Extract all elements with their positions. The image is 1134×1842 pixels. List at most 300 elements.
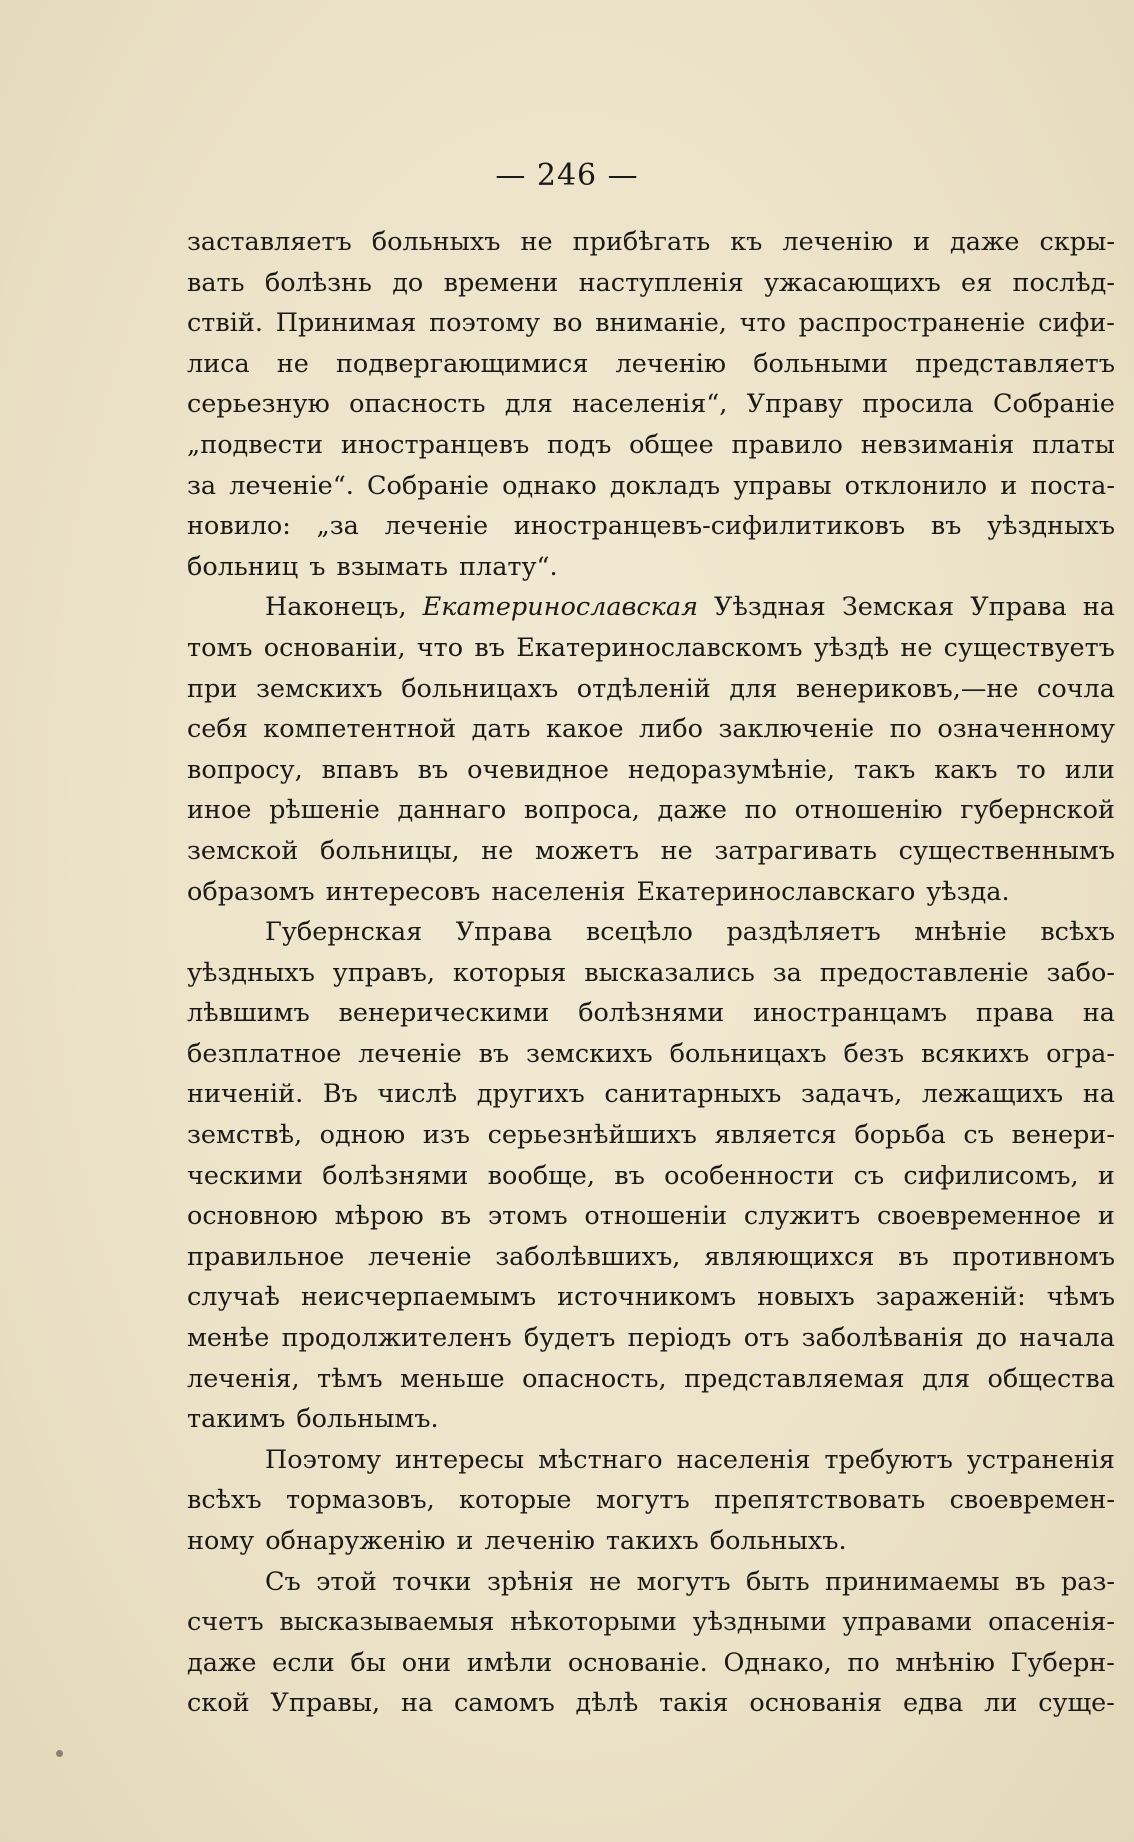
word: новило: bbox=[187, 511, 291, 542]
word: санитарныхъ bbox=[604, 1079, 782, 1110]
word: заставляетъ bbox=[187, 227, 352, 257]
word: съ bbox=[853, 1160, 885, 1191]
word: уѣздныхъ bbox=[187, 957, 315, 988]
word: въ bbox=[930, 511, 962, 542]
word: впавъ bbox=[321, 754, 399, 785]
word: всецѣло bbox=[585, 917, 693, 948]
word: болѣзнями bbox=[322, 1160, 469, 1191]
text-line bbox=[187, 1440, 1115, 1481]
word: за bbox=[187, 470, 217, 501]
word: продолжителенъ bbox=[281, 1323, 512, 1354]
word: ниченій. bbox=[187, 1079, 304, 1110]
word: вообще, bbox=[487, 1160, 595, 1191]
text-line bbox=[187, 1683, 1115, 1724]
page-number: — 246 — bbox=[495, 158, 639, 193]
word: въ bbox=[898, 1241, 929, 1272]
word: можетъ bbox=[534, 835, 640, 866]
text-line bbox=[187, 993, 1115, 1034]
text-line bbox=[187, 1196, 1115, 1237]
word: они bbox=[401, 1647, 452, 1678]
word: венерическими bbox=[338, 998, 550, 1029]
word: ея bbox=[960, 267, 993, 298]
text-line bbox=[187, 953, 1115, 994]
text-line bbox=[187, 628, 1115, 669]
word: отъ bbox=[743, 1323, 790, 1354]
word: ской bbox=[187, 1688, 250, 1719]
word: во bbox=[552, 308, 583, 339]
text-line bbox=[187, 1156, 1115, 1197]
word: такъ bbox=[853, 754, 916, 785]
word: иностранцамъ bbox=[753, 998, 948, 1029]
word: иностранцевъ bbox=[340, 429, 530, 460]
word: въ bbox=[1014, 1566, 1046, 1597]
word: всѣхъ bbox=[1040, 917, 1115, 948]
word: не bbox=[900, 632, 933, 663]
word: серьезную bbox=[187, 389, 330, 420]
word: скры- bbox=[1039, 227, 1115, 257]
text-line bbox=[187, 1034, 1115, 1075]
word: на bbox=[400, 1688, 434, 1719]
word: и bbox=[456, 1526, 474, 1556]
word: платы bbox=[1032, 429, 1115, 460]
word: счетъ bbox=[187, 1607, 264, 1638]
word: мѣстнаго bbox=[538, 1444, 663, 1475]
word: иное bbox=[187, 795, 252, 826]
word: своевремен- bbox=[949, 1485, 1115, 1516]
word: леченіе bbox=[368, 1241, 472, 1272]
word: уѣздныхъ bbox=[987, 511, 1115, 542]
word: такимъ bbox=[187, 1404, 286, 1435]
word: невзиманія bbox=[860, 429, 1015, 460]
word: зараженій: bbox=[875, 1282, 1026, 1313]
text-line bbox=[187, 1277, 1115, 1318]
word: даже bbox=[950, 227, 1020, 257]
word: населенія bbox=[676, 1444, 811, 1475]
word: земскихъ bbox=[255, 673, 383, 704]
word: заболѣвшихъ, bbox=[495, 1241, 681, 1272]
word: вопроса, bbox=[523, 795, 640, 826]
word: высказались bbox=[584, 957, 755, 988]
word: за bbox=[772, 957, 802, 988]
word: иностранцевъ-сифилитиковъ bbox=[513, 511, 906, 542]
word: въ bbox=[474, 632, 505, 663]
word: мнѣнію bbox=[895, 1647, 995, 1678]
word: Губерн- bbox=[1010, 1647, 1115, 1678]
word: не bbox=[481, 835, 514, 866]
word: ствій. bbox=[187, 308, 264, 339]
text-line bbox=[187, 1399, 1115, 1440]
word: особенности bbox=[664, 1160, 835, 1191]
word: отношенію bbox=[794, 795, 943, 826]
word: могутъ bbox=[636, 1566, 731, 1597]
word: высказываемыя bbox=[279, 1607, 495, 1638]
word: Въ bbox=[322, 1079, 358, 1110]
word: времени bbox=[443, 267, 559, 298]
text-line bbox=[187, 790, 1115, 831]
word: или bbox=[1064, 754, 1115, 785]
word: наступленія bbox=[578, 267, 744, 298]
word: послѣд- bbox=[1012, 267, 1115, 298]
word: раздѣляетъ bbox=[726, 917, 881, 948]
word: больниц bbox=[187, 551, 299, 582]
word: однако bbox=[502, 470, 597, 501]
text-line bbox=[187, 750, 1115, 791]
word: и bbox=[1097, 1160, 1115, 1191]
word: населенія bbox=[491, 876, 626, 907]
word: Управа bbox=[970, 592, 1067, 623]
word: „за bbox=[316, 511, 359, 542]
word: даннаго bbox=[397, 795, 507, 826]
word: будетъ bbox=[523, 1323, 616, 1354]
word: ли bbox=[984, 1688, 1018, 1719]
word: леченію bbox=[782, 227, 894, 257]
word: либо bbox=[639, 714, 703, 745]
text-line bbox=[187, 263, 1115, 304]
word: Однако, bbox=[723, 1647, 832, 1678]
word: докладъ bbox=[609, 470, 721, 501]
word: то bbox=[1016, 754, 1046, 785]
word: случаѣ bbox=[187, 1282, 280, 1313]
text-line bbox=[187, 831, 1115, 872]
word: ческими bbox=[187, 1160, 303, 1191]
word: образомъ bbox=[187, 876, 315, 907]
text-line bbox=[187, 1359, 1115, 1400]
word: являющихся bbox=[704, 1241, 875, 1272]
word: и bbox=[1097, 1201, 1115, 1232]
word: плату“. bbox=[459, 551, 558, 582]
word: раз- bbox=[1060, 1566, 1115, 1597]
text-line bbox=[187, 587, 1115, 628]
word: нѣкоторыми bbox=[510, 1607, 677, 1638]
word: леченію bbox=[615, 348, 727, 379]
word: въ bbox=[440, 1201, 472, 1232]
word: венери- bbox=[1011, 1120, 1115, 1151]
word: обнаруженію bbox=[265, 1526, 446, 1556]
word: взымать bbox=[336, 551, 449, 582]
word: управами bbox=[842, 1607, 973, 1638]
word: забо- bbox=[1046, 957, 1115, 988]
text-line bbox=[187, 1318, 1115, 1359]
word: изъ bbox=[422, 1120, 470, 1151]
word: не bbox=[589, 1566, 622, 1597]
text-line bbox=[187, 1562, 1115, 1603]
word: сифилисомъ, bbox=[903, 1160, 1079, 1191]
word: уѣздными bbox=[692, 1607, 827, 1638]
text-line bbox=[187, 547, 1115, 588]
word: прибѣгать bbox=[572, 227, 711, 257]
word: быть bbox=[745, 1566, 810, 1597]
word: требуютъ bbox=[824, 1444, 953, 1475]
text-line bbox=[187, 1074, 1115, 1115]
word: въ bbox=[614, 1160, 645, 1191]
word: Поэтому bbox=[265, 1444, 382, 1475]
word: неисчерпаемымъ bbox=[300, 1282, 537, 1313]
word: сочла bbox=[1037, 673, 1115, 704]
word: едва bbox=[902, 1688, 964, 1719]
word: уѣздѣ bbox=[813, 632, 890, 663]
word: Уѣздная bbox=[714, 592, 826, 623]
word: леченія, bbox=[187, 1363, 300, 1394]
word: затрагивать bbox=[714, 835, 878, 866]
word: даже bbox=[657, 795, 727, 826]
word: правильное bbox=[187, 1241, 345, 1272]
word: лѣвшимъ bbox=[187, 998, 310, 1029]
word: томъ bbox=[187, 632, 253, 663]
word: леченію bbox=[484, 1526, 595, 1556]
word: недоразумѣніе, bbox=[627, 754, 835, 785]
text-line bbox=[187, 466, 1115, 507]
word: какъ bbox=[934, 754, 998, 785]
word: заключеніе bbox=[718, 714, 875, 745]
word: болѣзнь bbox=[264, 267, 372, 298]
word: больницахъ bbox=[401, 673, 559, 704]
word: является bbox=[714, 1120, 837, 1151]
word: если bbox=[272, 1647, 335, 1678]
word: вниманіе, bbox=[595, 308, 727, 339]
word: и bbox=[1000, 470, 1018, 501]
text-line bbox=[187, 1521, 1115, 1562]
word: общества bbox=[987, 1363, 1115, 1394]
body-text bbox=[187, 222, 1115, 1724]
word: другихъ bbox=[476, 1079, 585, 1110]
word: могутъ bbox=[595, 1485, 690, 1516]
word: опасность bbox=[349, 389, 486, 420]
word: къ bbox=[730, 227, 763, 257]
text-line bbox=[187, 1237, 1115, 1278]
word: губернской bbox=[960, 795, 1115, 826]
word: населенія“, bbox=[572, 389, 728, 420]
word: больницахъ bbox=[669, 1038, 827, 1069]
word: серьезнѣйшихъ bbox=[487, 1120, 697, 1151]
word: лежащихъ bbox=[921, 1079, 1064, 1110]
word: Управу bbox=[746, 389, 843, 420]
word: Собраніе bbox=[367, 470, 490, 501]
word: означенному bbox=[937, 714, 1115, 745]
text-line bbox=[187, 1602, 1115, 1643]
word: не bbox=[276, 348, 309, 379]
text-line bbox=[187, 1480, 1115, 1521]
word: подвергающимися bbox=[335, 348, 589, 379]
word: до bbox=[392, 267, 424, 298]
word: дѣлѣ bbox=[575, 1688, 639, 1719]
word: распространеніе bbox=[798, 308, 1026, 339]
word: менѣе bbox=[187, 1323, 270, 1354]
word: общее bbox=[629, 429, 714, 460]
word: по bbox=[744, 795, 777, 826]
word: до bbox=[976, 1323, 1008, 1354]
word: отклонило bbox=[844, 470, 988, 501]
word: мнѣніе bbox=[914, 917, 1007, 948]
word: чѣмъ bbox=[1046, 1282, 1115, 1313]
word: вопросу, bbox=[187, 754, 303, 785]
word: по bbox=[847, 1647, 880, 1678]
word: Съ bbox=[265, 1566, 301, 1597]
word: такихъ bbox=[605, 1526, 699, 1556]
word: этой bbox=[316, 1566, 377, 1597]
word: ужасающихъ bbox=[764, 267, 941, 298]
word: основаніе. bbox=[567, 1647, 708, 1678]
word: опасность, bbox=[522, 1363, 667, 1394]
word: Екатеринославскаго bbox=[636, 876, 916, 907]
word: Собраніе bbox=[992, 389, 1115, 420]
word: больными bbox=[753, 348, 889, 379]
word: основаніи, bbox=[263, 632, 406, 663]
word: дать bbox=[471, 714, 531, 745]
word: Наконецъ, bbox=[265, 592, 407, 623]
word: земской bbox=[187, 835, 299, 866]
word: опасенія- bbox=[988, 1607, 1115, 1638]
word: компетентной bbox=[263, 714, 457, 745]
word: не bbox=[660, 835, 693, 866]
word: всякихъ bbox=[920, 1038, 1030, 1069]
word: безъ bbox=[843, 1038, 905, 1069]
word: для bbox=[729, 673, 778, 704]
word: правило bbox=[731, 429, 843, 460]
word: вать bbox=[187, 267, 245, 298]
word: поэтому bbox=[429, 308, 541, 339]
word: для bbox=[922, 1363, 971, 1394]
word: Екатеринославскомъ bbox=[516, 632, 803, 663]
word: бы bbox=[350, 1647, 387, 1678]
paper-speck bbox=[56, 1750, 63, 1757]
word: „подвести bbox=[187, 429, 324, 460]
word: Управа bbox=[455, 917, 553, 948]
text-line bbox=[187, 303, 1115, 344]
text-line bbox=[187, 384, 1115, 425]
word: леченіе bbox=[358, 1038, 462, 1069]
text-line bbox=[187, 872, 1115, 913]
word: задачъ, bbox=[801, 1079, 903, 1110]
word: періодъ bbox=[627, 1323, 732, 1354]
word: представляемая bbox=[684, 1363, 905, 1394]
word: одною bbox=[319, 1120, 406, 1151]
word: устраненія bbox=[966, 1444, 1115, 1475]
word: зрѣнія bbox=[486, 1566, 574, 1597]
word: точки bbox=[392, 1566, 472, 1597]
word: очевидное bbox=[467, 754, 609, 785]
word: своевременное bbox=[876, 1201, 1082, 1232]
word: уѣзда. bbox=[926, 876, 1010, 907]
word: сифи- bbox=[1038, 308, 1115, 339]
word: существуетъ bbox=[943, 632, 1115, 663]
word: больницы, bbox=[320, 835, 460, 866]
word: отношеніи bbox=[584, 1201, 728, 1232]
word: съ bbox=[963, 1120, 994, 1151]
word: борьба bbox=[854, 1120, 946, 1151]
word: ъ bbox=[309, 551, 326, 582]
word: на bbox=[1082, 1079, 1115, 1110]
word: управы bbox=[733, 470, 832, 501]
text-line bbox=[187, 669, 1115, 710]
word: даже bbox=[187, 1647, 257, 1678]
word: имѣли bbox=[466, 1647, 553, 1678]
word: рѣшеніе bbox=[269, 795, 380, 826]
word: отдѣленій bbox=[576, 673, 711, 704]
word: въ bbox=[478, 1038, 510, 1069]
word: на bbox=[1082, 998, 1115, 1029]
text-line bbox=[187, 344, 1115, 385]
word: лиса bbox=[187, 348, 250, 379]
word: на bbox=[1082, 592, 1115, 623]
word: интересы bbox=[395, 1444, 525, 1475]
word: тѣмъ bbox=[317, 1363, 383, 1394]
word: Управы, bbox=[270, 1688, 381, 1719]
word: принимаемы bbox=[824, 1566, 1000, 1597]
word: основанія bbox=[749, 1688, 883, 1719]
word: основною bbox=[187, 1201, 318, 1232]
word: интересовъ bbox=[325, 876, 481, 907]
word: огра- bbox=[1046, 1038, 1115, 1069]
word: представляетъ bbox=[915, 348, 1115, 379]
word: начала bbox=[1019, 1323, 1115, 1354]
word: что bbox=[739, 308, 786, 339]
word: въ bbox=[417, 754, 449, 785]
word: какое bbox=[546, 714, 624, 745]
word: противномъ bbox=[952, 1241, 1115, 1272]
text-line bbox=[187, 506, 1115, 547]
word: безплатное bbox=[187, 1038, 342, 1069]
word: себя bbox=[187, 714, 248, 745]
word: больныхъ. bbox=[709, 1526, 847, 1556]
word: самомъ bbox=[453, 1688, 555, 1719]
word: что bbox=[416, 632, 464, 663]
word: заболѣванія bbox=[801, 1323, 964, 1354]
word: болѣзнями bbox=[578, 998, 725, 1029]
word: леченіе“. bbox=[229, 470, 354, 501]
word: Принимая bbox=[275, 308, 417, 339]
word: венериковъ,—не bbox=[796, 673, 1019, 704]
word: этомъ bbox=[487, 1201, 568, 1232]
word: больнымъ. bbox=[296, 1404, 439, 1435]
word: права bbox=[975, 998, 1054, 1029]
word: такія bbox=[659, 1688, 729, 1719]
word: подъ bbox=[547, 429, 612, 460]
word: больныхъ bbox=[371, 227, 501, 257]
word: управъ, bbox=[332, 957, 435, 988]
word: служитъ bbox=[743, 1201, 861, 1232]
text-line bbox=[187, 1115, 1115, 1156]
word: меньше bbox=[400, 1363, 505, 1394]
word: которыя bbox=[452, 957, 567, 988]
word: препятствовать bbox=[714, 1485, 926, 1516]
word: не bbox=[520, 227, 553, 257]
text-line bbox=[187, 1643, 1115, 1684]
text-line bbox=[187, 912, 1115, 953]
word: земствѣ, bbox=[187, 1120, 303, 1151]
word: земскихъ bbox=[526, 1038, 653, 1069]
word: мѣрою bbox=[334, 1201, 424, 1232]
word: существеннымъ bbox=[898, 835, 1115, 866]
text-line bbox=[187, 425, 1115, 466]
text-line bbox=[187, 709, 1115, 750]
word: новыхъ bbox=[757, 1282, 855, 1313]
word: предоставленіе bbox=[819, 957, 1029, 988]
word: ному bbox=[187, 1526, 255, 1556]
word: леченіе bbox=[384, 511, 489, 542]
word: Екатеринославская bbox=[422, 592, 698, 623]
text-line bbox=[187, 222, 1115, 263]
word: которые bbox=[459, 1485, 572, 1516]
word: тормазовъ, bbox=[285, 1485, 435, 1516]
word: поста- bbox=[1030, 470, 1115, 501]
word: числѣ bbox=[377, 1079, 458, 1110]
word: суще- bbox=[1038, 1688, 1115, 1719]
word: для bbox=[504, 389, 553, 420]
word: при bbox=[187, 673, 238, 704]
word: по bbox=[889, 714, 922, 745]
word: Земская bbox=[841, 592, 955, 623]
word: Губернская bbox=[265, 917, 423, 948]
